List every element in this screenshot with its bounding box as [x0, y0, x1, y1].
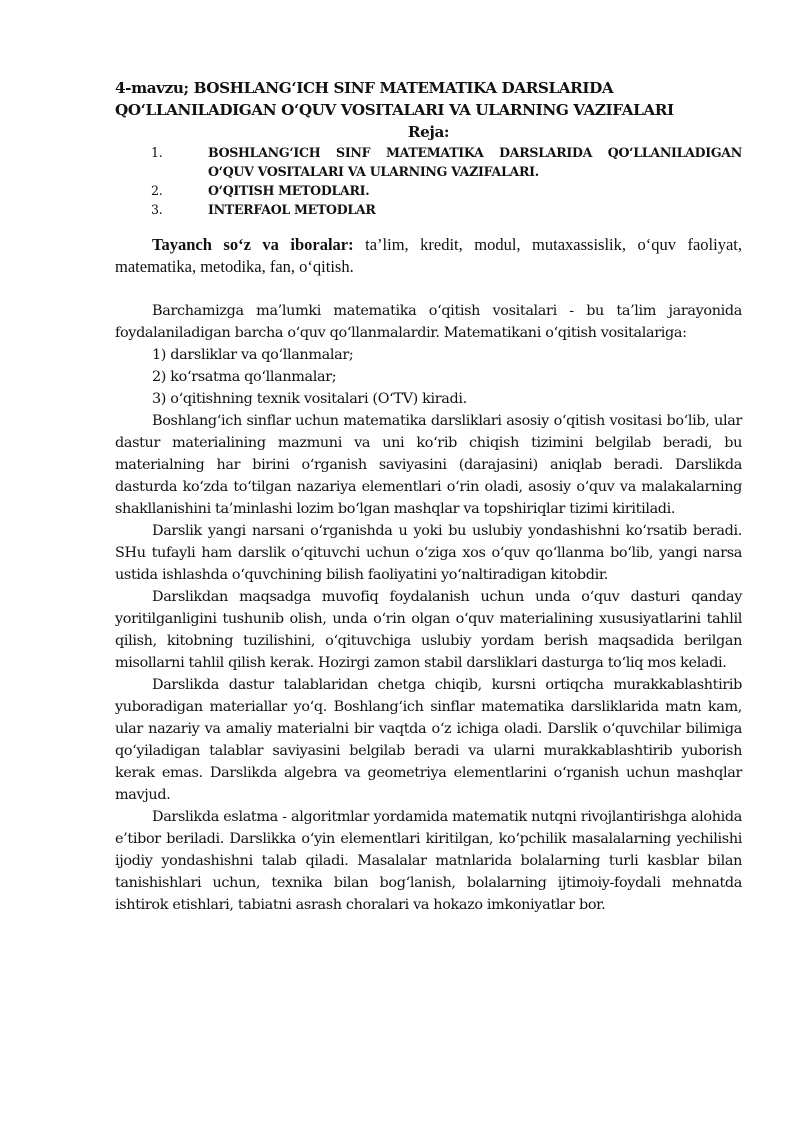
plan-item-number: 1. [151, 145, 163, 160]
body-paragraph-4: Darslikdan maqsadga muvofiq foydalanish uchun unda o‘quv dasturi qanday yoritilganligini tushunib olish, unda o‘rin olgan o‘quv materialining xususiyatlarini tahlil qilish, kitobning tuzilishini, o‘qituvchiga uslubiy yordam berish maqsadida berilgan misollarni tahlil qilish kerak. Hozirgi zamon stabil darsliklari dasturga to‘liq mos keladi. [115, 589, 742, 671]
document-page [115, 77, 742, 916]
plan-list [115, 143, 742, 219]
lecture-title-line-1: 4-mavzu; BOSHLANG‘ICH SINF MATEMATIKA DARSLARIDA [115, 79, 614, 97]
plan-item [115, 181, 742, 200]
body-paragraph-2: Boshlang‘ich sinflar uchun matematika darsliklari asosiy o‘qitish vositasi bo‘lib, ular dastur materialining mazmuni va uni ko‘rib chiqish tizimini belgilab beradi, bu materialning har birini o‘rganish saviyasini (darajasini) aniqlab beradi. Darslikda dasturda ko‘zda to‘tilgan nazariya elementlari o‘rin oladi, asosiy o‘quv va malakalarning shakllanishini ta’minlashi lozim bo‘lgan mashqlar va topshiriqlar tizimi kiritiladi. [115, 413, 742, 517]
keywords-label: Tayanch so‘z va iboralar: [152, 235, 354, 254]
body-paragraph-3: Darslik yangi narsani o‘rganishda u yoki bu uslubiy yondashishni ko‘rsatib beradi. SHu tufayli ham darslik o‘qituvchi uchun o‘ziga xos o‘quv qo‘llanma bo‘lib, yangi narsa ustida ishlashda o‘quvchining bilish faoliyatini yo‘naltiradigan kitobdir. [115, 523, 742, 583]
plan-item-text: BOSHLANG‘ICH SINF MATEMATIKA DARSLARIDA QO‘LLANILADIGAN O‘QUV VOSITALARI VA ULARNING VAZIFALARI. [208, 145, 742, 179]
body-paragraph-5: Darslikda dastur talablaridan chetga chiqib, kursni ortiqcha murakkablashtirib yuboradigan materiallar yo‘q. Boshlang‘ich sinflar matematika darsliklarida matn kam, ular nazariy va amaliy materialni bir vaqtda o‘z ichiga oladi. Darslik o‘quvchilar bilimiga qo‘yiladigan talablar saviyasini belgilab beradi va ularni murakkablashtirib yuborish kerak emas. Darslikda algebra va geometriya elementlarini o‘rganish uchun mashqlar mavjud. [115, 677, 742, 803]
body-paragraph-1: Barchamizga ma’lumki matematika o‘qitish vositalari - bu ta’lim jarayonida foydalaniladigan barcha o‘quv qo‘llanmalardir. Matematikani o‘qitish vositalariga: [115, 303, 742, 341]
body-paragraph-6: Darslikda eslatma - algoritmlar yordamida matematik nutqni rivojlantirishga alohida e’tibor beriladi. Darslikka o‘yin elementlari kiritilgan, ko‘pchilik masalalarning yechilishi ijodiy yondashishni talab qiladi. Masalalar matnlarida bolalarning turli kasblar bilan tanishishlari uchun, texnika bilan bog‘lanish, bolalarning ijtimoiy-foydali mehnatda ishtirok etishlari, tabiatni asrash choralari va hokazo imkoniyatlar bor. [115, 809, 742, 913]
plan-item [115, 143, 742, 181]
plan-heading: Reja: [407, 123, 450, 141]
plan-item-number: 3. [151, 202, 163, 217]
lecture-title-line-2: QO‘LLANILADIGAN O‘QUV VOSITALARI VA ULARNING VAZIFALARI [115, 101, 674, 119]
means-list-item: 2) ko‘rsatma qo‘llanmalar; [152, 369, 337, 385]
plan-item-number: 2. [151, 183, 163, 198]
plan-item-text: O‘QITISH METODLARI. [208, 183, 370, 198]
means-list-item: 1) darsliklar va qo‘llanmalar; [152, 347, 354, 363]
plan-item [115, 200, 742, 219]
keywords-text: ta’lim, kredit, modul, mutaxassislik, o‘quv faoliyat, matematika, metodika, fan, o‘qitish. [115, 235, 742, 276]
plan-item-text: INTERFAOL METODLAR [208, 202, 376, 217]
means-list-item: 3) o‘qitishning texnik vositalari (O‘TV) kiradi. [152, 391, 467, 407]
keywords-paragraph [115, 234, 742, 278]
